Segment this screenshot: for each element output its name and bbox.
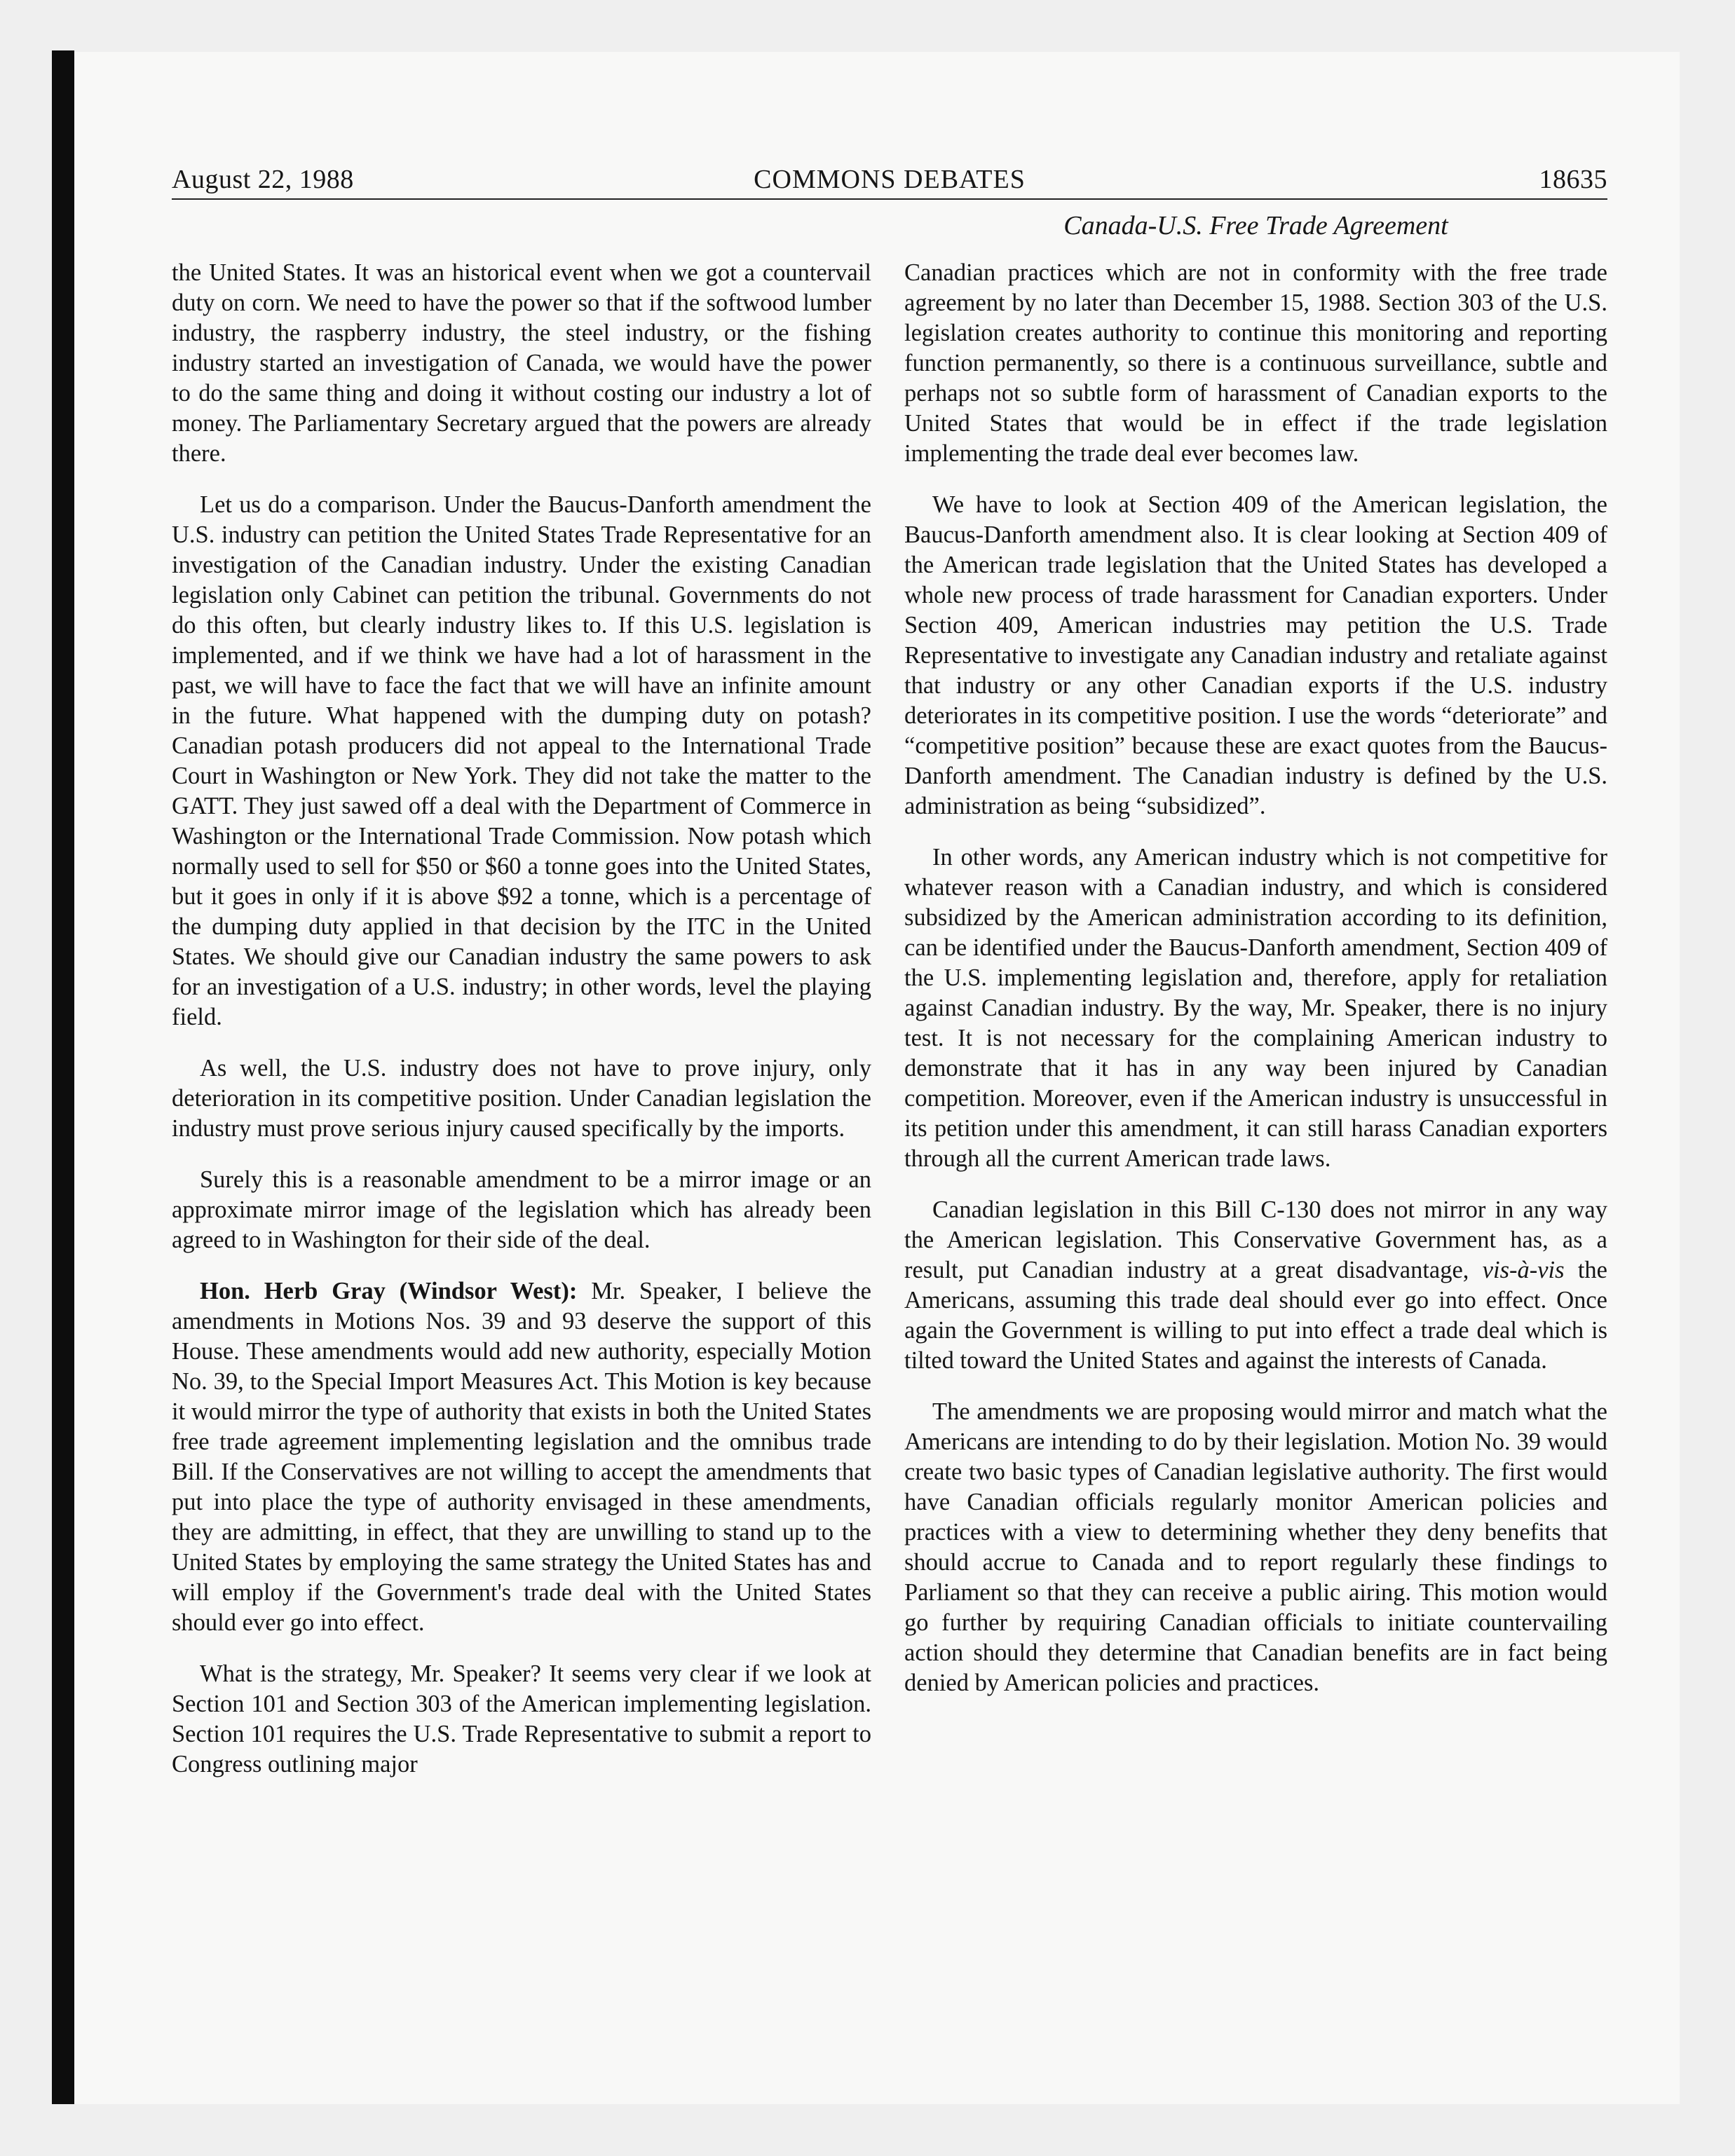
paragraph: Canadian practices which are not in conformity with the free trade agreement by no later than December 15, 1988. Section 303 of the U.S. legislation creates authority to continue this monitoring and reporting function permanently, so there is a continuous surveillance, subtle and perhaps not so subtle form of harassment of Canadian exports to the United States that would be in effect if the trade legislation implementing the trade deal ever becomes law.	[904, 259, 1607, 467]
right-column	[904, 258, 1607, 1719]
italic-phrase: vis-à-vis	[1482, 1257, 1565, 1283]
text-run: Canadian legislation in this Bill C-130 does not mirror in any way the American legislation. This Conservative Government has, as a result, put Canadian industry at a great disadvantage,	[904, 1196, 1607, 1283]
paragraph: We have to look at Section 409 of the American legislation, the Baucus-Danforth amendment also. It is clear looking at Section 409 of the American trade legislation that the United States has developed a whole new process of trade harassment for Canadian exporters. Under Section 409, American industries may petition the U.S. Trade Representative to investigate any Canadian industry and retaliate against that industry or any other Canadian exports if the U.S. industry deteriorates in its competitive position. I use the words “deteriorate” and “competitive position” because these are exact quotes from the Baucus-Danforth amendment. The Canadian industry is defined by the U.S. administration as being “subsidized”.	[904, 491, 1607, 819]
paragraph: the United States. It was an historical event when we got a countervail duty on corn. We need to have the power so that if the softwood lumber industry, the raspberry industry, the steel industry, or the fishing industry started an investigation of Canada, we would have the power to do the same thing and doing it without costing our industry a lot of money. The Parliamentary Secretary argued that the powers are already there.	[172, 259, 871, 467]
page-header	[172, 161, 1607, 198]
paragraph: Surely this is a reasonable amendment to be a mirror image or an approximate mirror image of the legislation which has already been agreed to in Washington for their side of the deal.	[172, 1166, 871, 1253]
paragraph: Let us do a comparison. Under the Baucus-Danforth amendment the U.S. industry can petition the United States Trade Representative for an investigation of the Canadian industry. Under the existing Canadian legislation only Cabinet can petition the tribunal. Governments do not do this often, but clearly industry likes to. If this U.S. legislation is implemented, and if we think we have had a lot of harassment in the past, we will have to face the fact that we will have an infinite amount in the future. What happened with the dumping duty on potash? Canadian potash producers did not appeal to the International Trade Court in Washington or New York. They did not take the matter to the GATT. They just sawed off a deal with the Department of Commerce in Washington or the International Trade Commission. Now potash which normally used to sell for $50 or $60 a tonne goes into the United States, but it goes in only if it is above $92 a tonne, which is a percentage of the dumping duty applied in that decision by the ITC in the United States. We should give our Canadian industry the same powers to ask for an investigation of a U.S. industry; in other words, level the playing field.	[172, 491, 871, 1030]
section-subheading: Canada-U.S. Free Trade Agreement	[1063, 211, 1448, 240]
paragraph: The amendments we are proposing would mirror and match what the Americans are intending to do by their legislation. Motion No. 39 would create two basic types of Canadian legislative authority. The first would have Canadian officials regularly monitor American policies and practices with a view to determining whether they deny benefits that should accrue to Canada and to report regularly these findings to Parliament so that they can receive a public airing. This motion would go further by requiring Canadian officials to initiate countervailing action should they determine that Canadian benefits are in fact being denied by American policies and practices.	[904, 1398, 1607, 1696]
speech-text: Mr. Speaker, I believe the amendments in Motions Nos. 39 and 93 deserve the support of this House. These amendments would add new authority, especially Motion No. 39, to the Special Import Measures Act. This Motion is key because it would mirror the type of authority that exists in both the United States free trade agreement implementing legislation and the omnibus trade Bill. If the Conservatives are not willing to accept the amendments that put into place the type of authority envisaged in these amendments, they are admitting, in effect, that they are unwilling to stand up to the United States by employing the same strategy the United States has and will employ if the Government's trade deal with the United States should ever go into effect.	[172, 1278, 871, 1636]
header-page-number: 18635	[1539, 165, 1607, 194]
header-title: COMMONS DEBATES	[754, 165, 1026, 194]
speech-paragraph	[172, 1276, 871, 1638]
paragraph	[904, 1195, 1607, 1376]
paragraph: As well, the U.S. industry does not have to prove injury, only deterioration in its competitive position. Under Canadian legislation the industry must prove serious injury caused specifically by the imports.	[172, 1055, 871, 1142]
text-run: the Americans, assuming this trade deal should ever go into effect. Once again the Government is willing to put into effect a trade deal which is tilted toward the United States and against the interests of Canada.	[904, 1257, 1607, 1374]
left-column	[172, 258, 871, 1801]
scan-edge-shadow	[52, 50, 74, 2104]
paragraph: In other words, any American industry which is not competitive for whatever reason with a Canadian industry, and which is considered subsidized by the American administration according to its definition, can be identified under the Baucus-Danforth amendment, Section 409 of the U.S. implementing legislation and, therefore, apply for retaliation against Canadian industry. By the way, Mr. Speaker, there is no injury test. It is not necessary for the complaining American industry to demonstrate that it has in any way been injured by Canadian competition. Moreover, even if the American industry is unsuccessful in its petition under this amendment, it can still harass Canadian exporters through all the current American trade laws.	[904, 844, 1607, 1172]
header-rule	[172, 198, 1607, 200]
paragraph: What is the strategy, Mr. Speaker? It seems very clear if we look at Section 101 and Section 303 of the American implementing legislation. Section 101 requires the U.S. Trade Representative to submit a report to Congress outlining major	[172, 1660, 871, 1778]
speaker-name: Hon. Herb Gray (Windsor West):	[200, 1278, 578, 1304]
header-date: August 22, 1988	[172, 165, 354, 194]
